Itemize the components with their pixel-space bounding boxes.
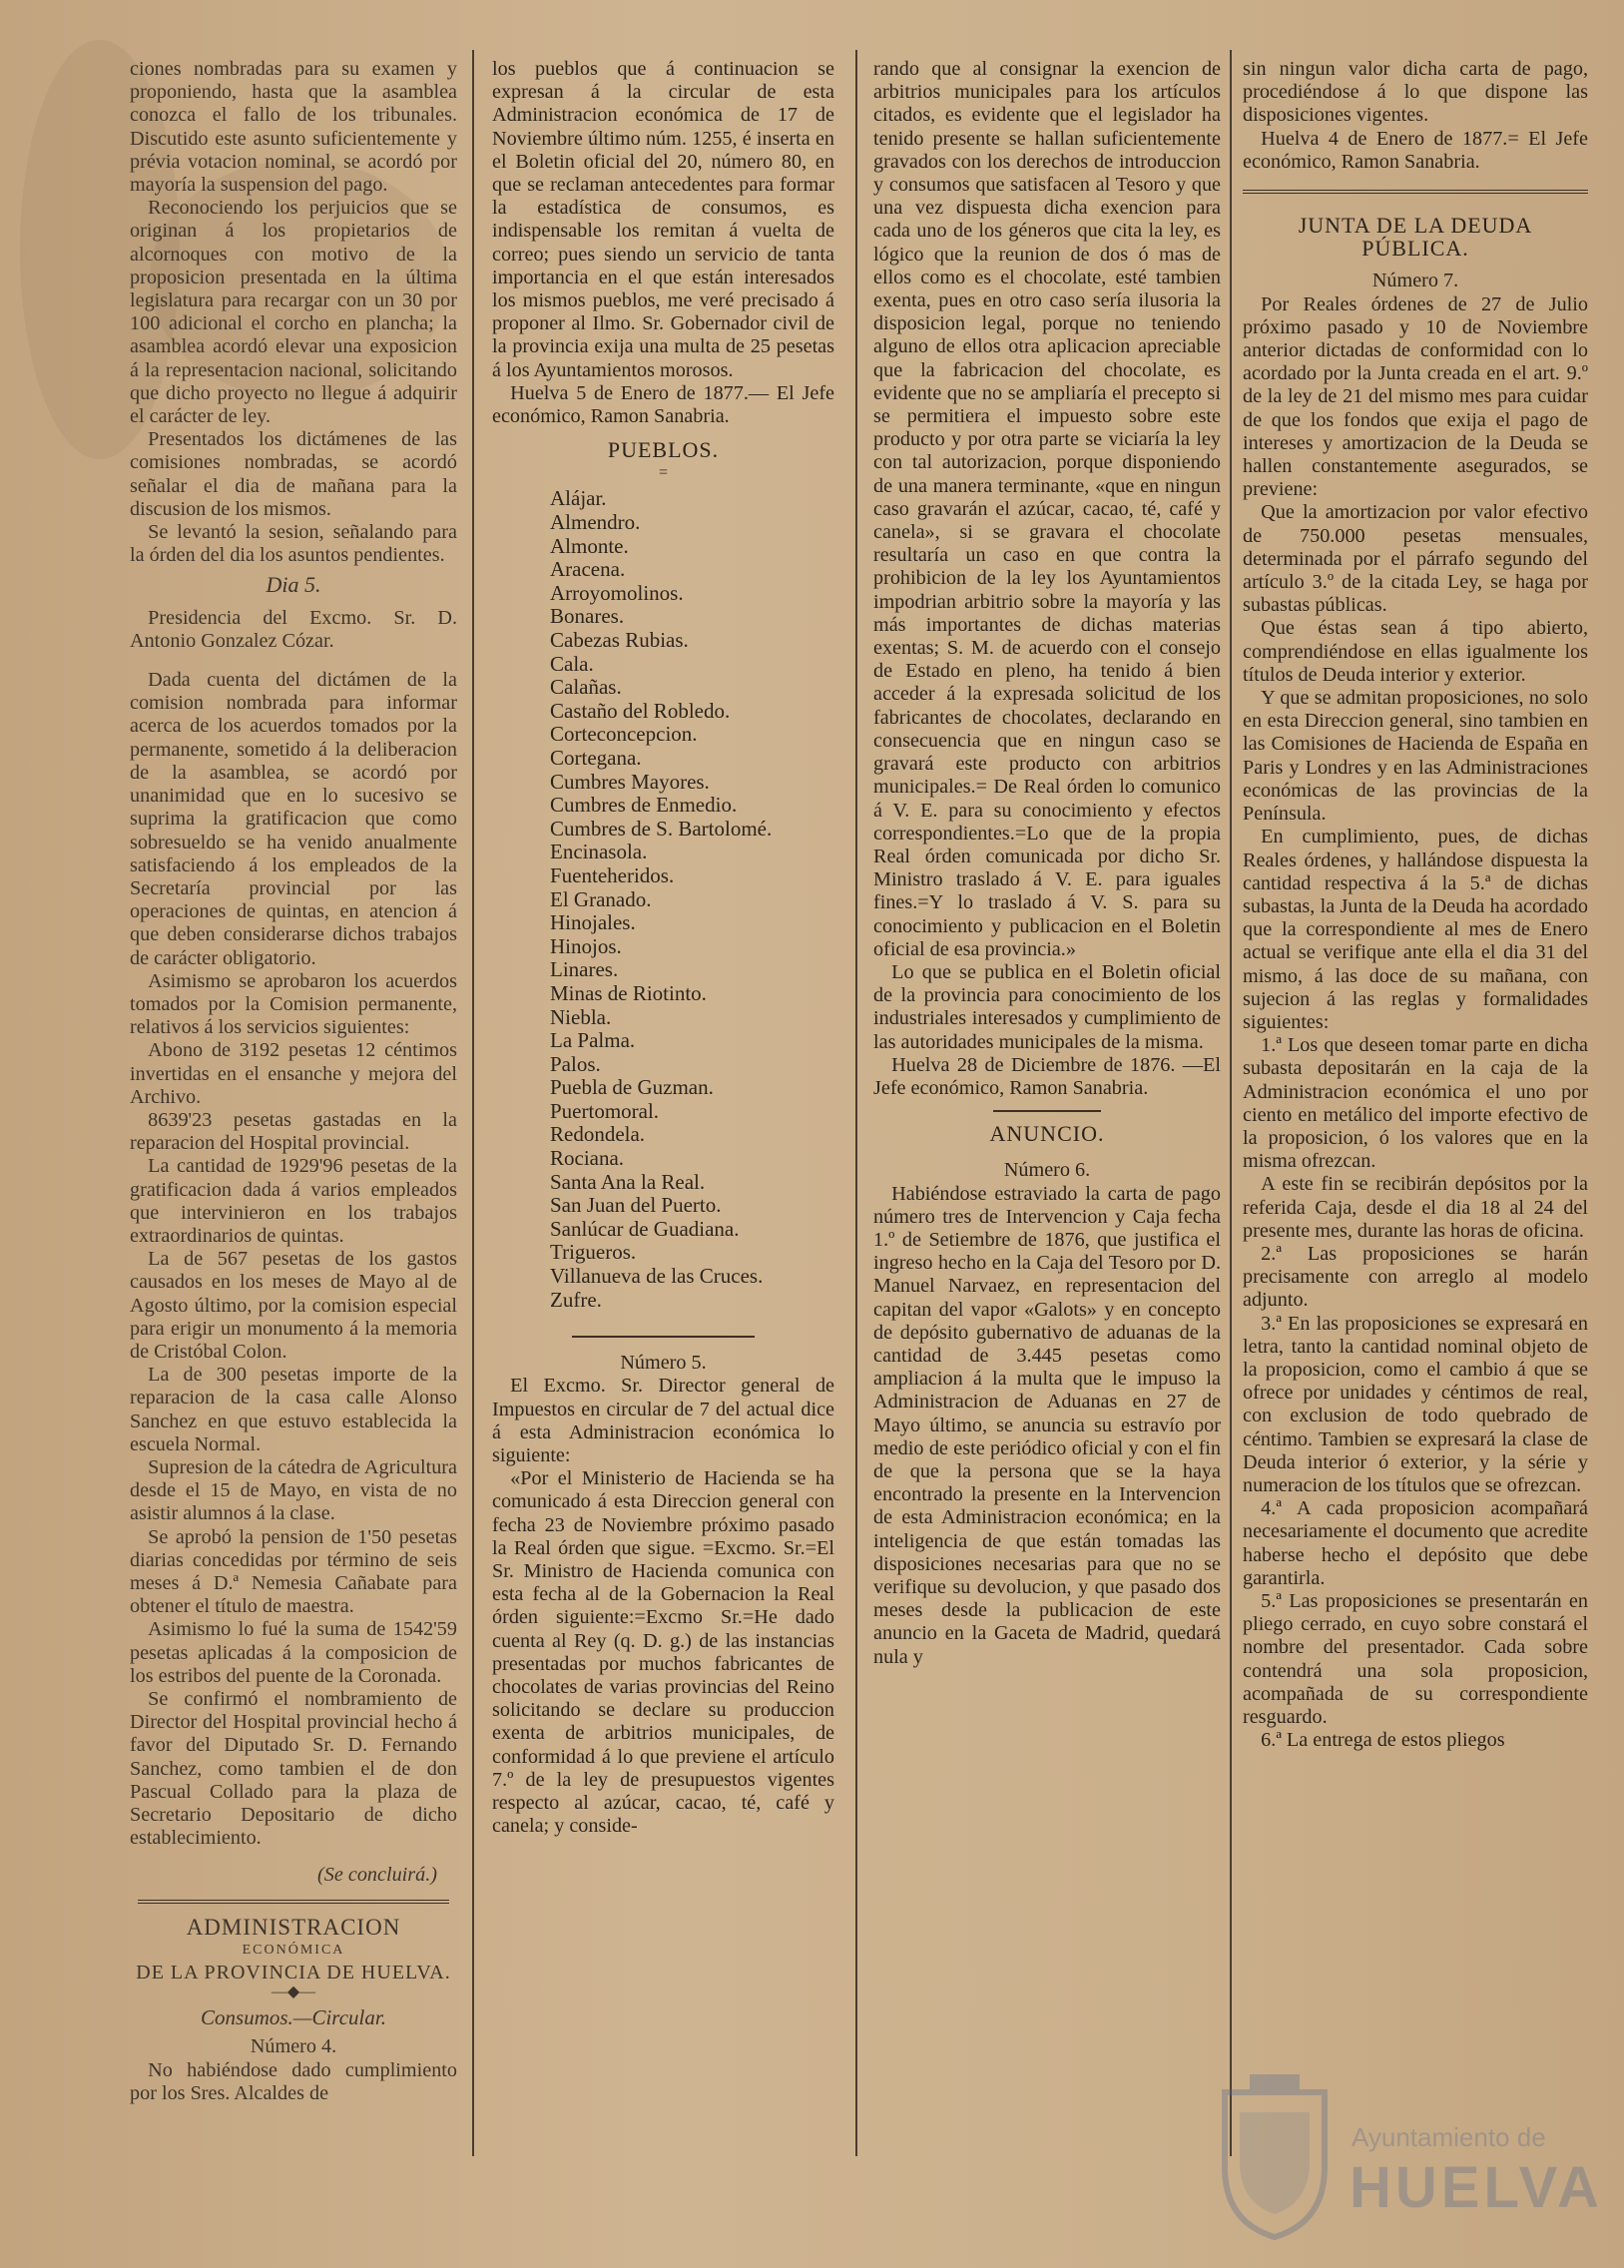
column-4 xyxy=(1243,58,1588,2254)
item-number: Número 4. xyxy=(250,2035,337,2058)
item-number: Número 6. xyxy=(1003,1159,1091,1182)
paragraph: En cumplimiento, pues, de dichas Reales órdenes, y hallándose dispuesta la cantidad respectiva á la 5.ª de dichas subastas, la Junta de la Deuda ha acordado que la correspondiente al mes de Enero actual se verifique ante ella el dia 31 del mismo, á las doce de su mañana, con sujecion á las reglas y formalidades siguientes: xyxy=(1243,826,1588,1033)
paragraph: Presentados los dictámenes de las comisiones nombradas, se acordó señalar el dia de mañana para la discusion de los mismos. xyxy=(130,428,457,520)
town-item: Fuenteheridos. xyxy=(550,862,675,887)
paragraph: ciones nombradas para su examen y proponiendo, hasta que la asamblea conozca el fallo de los tribunales. Discutido este asunto suficientemente y prévia votacion nominal, se acordó por mayoría la suspension del pago. xyxy=(130,58,457,197)
column-rule xyxy=(472,50,474,2156)
paragraph: «Por el Ministerio de Hacienda se ha comunicado á esta Direccion general con fecha 23 de Noviembre próximo pasado la Real órden que sigue. =Excmo. Sr.=El Sr. Ministro de Hacienda comunica con esta fecha al de la Gobernacion la Real órden siguiente:=Excmo Sr.=He dado cuenta al Rey (q. D. g.) de las instancias presentadas por muchos fabricantes de chocolates de varias provincias del Reino solicitando se declare su produccion exenta de arbitrios municipales, de conformidad á lo que previene el artículo 7.º de la ley de presupuestos vigentes respecto al azúcar, cacao, té, café y canela; y conside- xyxy=(492,1467,834,1838)
section-divider xyxy=(138,1900,449,1904)
paragraph: 3.ª En las proposiciones se expresará en letra, tanto la cantidad nominal objeto de la proposicion, como el cambio á que se ofrece por unidades y céntimos de real, con exclusion de todo quebrado de céntimo. Tambien se expresará la clase de Deuda interior ó exterior, y la série y numeracion de los títulos que se ofrezcan. xyxy=(1243,1312,1588,1496)
paragraph: Dada cuenta del dictámen de la comision nombrada para informar acerca de los acuerdos tomados por la permanente, sometido á la deliberacion de la asamblea, se acordó por unanimidad que en lo sucesivo se suprima la gratificacion que como sobresueldo se ha venido anualmente satisfaciendo á los empleados de la Secretaría provincial por las operaciones de quintas, en atencion á que deben considerarse dichos trabajos de carácter obligatorio. xyxy=(130,669,457,969)
column-rule xyxy=(1230,50,1232,2156)
paragraph: Que éstas sean á tipo abierto, comprendiéndose en ellas igualmente los títulos de Deuda interior y exterior. xyxy=(1243,617,1588,686)
town-item: La Palma. xyxy=(550,1028,636,1053)
town-item: Niebla. xyxy=(550,1004,612,1029)
continued-note: (Se concluirá.) xyxy=(317,1864,437,1887)
paragraph: sin ningun valor dicha carta de pago, procediéndose á lo que dispone las disposiciones vigentes. xyxy=(1243,58,1588,127)
town-item: Arroyomolinos. xyxy=(550,580,684,605)
crest-icon xyxy=(1210,2072,1340,2242)
section-title: ADMINISTRACION xyxy=(186,1914,401,1940)
town-item: Corteconcepcion. xyxy=(550,722,698,747)
paragraph: Por Reales órdenes de 27 de Julio próximo pasado y 10 de Noviembre anterior dictadas de conformidad con lo acordado por la Junta creada en el art. 9.º de la ley de 21 del mismo mes para cuidar de que los fondos que exija el pago de intereses y amortizacion de la Deuda se hallen constantemente asegurados, se previene: xyxy=(1243,292,1588,501)
town-item: Cabezas Rubias. xyxy=(550,628,689,653)
paragraph: los pueblos que á continuacion se expresan á la circular de esta Administracion económica de 17 de Noviembre último núm. 1255, é inserta en el Boletin oficial del 20, número 80, en que se reclaman antecedentes para formar la estadística de consumos, es indispensable los remitan á vuelta de correo; pues siendo un servicio de tanta importancia en el que están interesados los mismos pueblos, me veré precisado á proponer al Ilmo. Sr. Gobernador civil de la provincia exija una multa de 25 pesetas á los Ayuntamientos morosos. xyxy=(492,58,834,381)
paragraph: 8639'23 pesetas gastadas en la reparacion del Hospital provincial. xyxy=(130,1108,457,1155)
column-rule xyxy=(855,50,857,2156)
paragraph: 1.ª Los que deseen tomar parte en dicha subasta depositarán en la caja de la Administracion económica el uno por ciento en metálico del importe efectivo de la proposicion, ó los valores que en la misma ofrezcan. xyxy=(1243,1034,1588,1173)
town-item: Alájar. xyxy=(550,486,607,511)
town-item: Redondela. xyxy=(550,1122,646,1147)
archive-watermark-logo xyxy=(1210,2072,1609,2252)
town-item: Hinojales. xyxy=(550,910,636,935)
section-heading: Consumos.—Circular. xyxy=(201,2005,386,2030)
section-divider xyxy=(993,1110,1101,1112)
town-item: San Juan del Puerto. xyxy=(550,1193,722,1218)
town-item: Castaño del Robledo. xyxy=(550,698,731,723)
ornament: = xyxy=(658,464,669,482)
town-item: Linares. xyxy=(550,957,619,982)
town-item: Almendro. xyxy=(550,510,641,535)
paragraph: Asimismo se aprobaron los acuerdos tomados por la Comision permanente, relativos á los servicios siguientes: xyxy=(130,969,457,1039)
paragraph: Habiéndose estraviado la carta de pago número tres de Intervencion y Caja fecha 1.º de Setiembre de 1876, que justifica el ingreso hecho en la Caja del Tesoro por D. Manuel Narvaez, en representacion del capitan del vapor «Galots» y en concepto de depósito gubernativo de aduanas de la cantidad de 3.445 pesetas como ampliacion á la multa que le impuso la Administracion de Aduanas en 27 de Mayo último, se anuncia su estravío por medio de este periódico oficial y con el fin de que la persona que se la haya encontrado la presente en la Intervencion de esta Administracion económica; en la inteligencia de que están tomadas las disposiciones necesarias para que no se verifique su devolucion, y que pasado dos meses desde la publicacion de este anuncio en la Gaceta de Madrid, quedará nula y xyxy=(873,1182,1221,1668)
town-item: Aracena. xyxy=(550,557,626,582)
town-item: El Granado. xyxy=(550,886,652,911)
signature: Huelva 5 de Enero de 1877.— El Jefe económico, Ramon Sanabria. xyxy=(492,381,834,428)
town-item: Cumbres de S. Bartolomé. xyxy=(550,816,773,841)
town-item: Encinasola. xyxy=(550,840,648,864)
section-divider xyxy=(572,1336,755,1338)
ornament: —◆— xyxy=(271,1984,316,2001)
town-item: Cortegana. xyxy=(550,745,642,770)
town-item: Zufre. xyxy=(550,1287,602,1312)
paragraph: 5.ª Las proposiciones se presentarán en pliego cerrado, en cuyo sobre constará el nombre del presentador. Cada sobre contendrá una sola proposicion, acompañada de su correspondiente resguardo. xyxy=(1243,1590,1588,1729)
paragraph: Lo que se publica en el Boletin oficial de la provincia para conocimiento de los industriales interesados y cumplimiento de las autoridades municipales de la misma. xyxy=(873,960,1221,1053)
paragraph: A este fin se recibirán depósitos por la referida Caja, desde el dia 18 al 24 del presente mes, durante las horas de oficina. xyxy=(1243,1173,1588,1242)
town-list xyxy=(550,487,834,1312)
town-item: Bonares. xyxy=(550,604,625,629)
signature: Huelva 4 de Enero de 1877.= El Jefe económico, Ramon Sanabria. xyxy=(1243,127,1588,173)
paragraph: Se aprobó la pension de 1'50 pesetas diarias concedidas por término de seis meses á D.ª Nemesia Cañabate para obtener el título de maestra. xyxy=(130,1525,457,1618)
paragraph: Reconociendo los perjuicios que se originan á los propietarios de alcornoques con motivo de la proposicion presentada en la última legislatura para recargar con un 30 por 100 adicional el corcho en plancha; la asamblea acordó elevar una exposicion á la representacion nacional, solicitando que dicho proyecto no llegue á adquirir el carácter de ley. xyxy=(130,197,457,428)
list-heading: PUEBLOS. xyxy=(607,437,720,463)
section-title: ANUNCIO. xyxy=(989,1121,1105,1147)
watermark-line-2: HUELVA xyxy=(1350,2155,1603,2220)
paragraph: No habiéndose dado cumplimiento por los Sres. Alcaldes de xyxy=(130,2058,457,2104)
town-item: Rociana. xyxy=(550,1146,625,1171)
item-number: Número 5. xyxy=(620,1352,707,1375)
paragraph: La cantidad de 1929'96 pesetas de la gratificacion dada á varios empleados que intervinieron en los trabajos extraordinarios de quintas. xyxy=(130,1155,457,1247)
town-item: Hinojos. xyxy=(550,933,622,958)
item-number: Número 7. xyxy=(1371,270,1459,292)
town-item: Almonte. xyxy=(550,533,629,558)
paragraph: Y que se admitan proposiciones, no solo en esta Direccion general, sino tambien en las Comisiones de Hacienda de España en Paris y Londres y en las Administraciones económicas de las provincias de la Península. xyxy=(1243,687,1588,826)
town-item: Cumbres Mayores. xyxy=(550,769,710,794)
town-item: Cumbres de Enmedio. xyxy=(550,793,738,818)
town-item: Puertomoral. xyxy=(550,1098,660,1123)
town-item: Minas de Riotinto. xyxy=(550,980,707,1005)
column-2 xyxy=(492,58,834,2254)
section-divider xyxy=(1243,190,1588,194)
paragraph: La de 567 pesetas de los gastos causados en los meses de Mayo al de Agosto último, por la comision especial para erigir un monumento á la memoria de Cristóbal Colon. xyxy=(130,1248,457,1363)
town-item: Santa Ana la Real. xyxy=(550,1169,706,1194)
watermark-line-1: Ayuntamiento de xyxy=(1352,2122,1546,2152)
town-item: Sanlúcar de Guadiana. xyxy=(550,1216,740,1241)
paragraph: 2.ª Las proposiciones se harán precisamente con arreglo al modelo adjunto. xyxy=(1243,1242,1588,1312)
town-item: Trigueros. xyxy=(550,1240,637,1265)
paragraph: Que la amortizacion por valor efectivo de 750.000 pesetas mensuales, determinada por el párrafo segundo del artículo 3.º de la citada Ley, se haga por subastas públicas. xyxy=(1243,501,1588,617)
section-title: JUNTA DE LA DEUDA PÚBLICA. xyxy=(1298,213,1533,262)
paragraph: Abono de 3192 pesetas 12 céntimos invertidas en el ensanche y mejora del Archivo. xyxy=(130,1039,457,1108)
column-1 xyxy=(130,58,457,2254)
paragraph: Se confirmó el nombramiento de Director del Hospital provincial hecho á favor del Diputado Sr. D. Fernando Sanchez, como tambien el de don Pascual Collado para la plaza de Secretario Depositario de dicho establecimiento. xyxy=(130,1688,457,1850)
paragraph: 6.ª La entrega de estos pliegos xyxy=(1261,1729,1505,1752)
paragraph: La de 300 pesetas importe de la reparacion de la casa calle Alonso Sanchez en que estuvo establecida la escuela Normal. xyxy=(130,1364,457,1455)
paragraph: Supresion de la cátedra de Agricultura desde el 15 de Mayo, en vista de no asistir alumnos á la clase. xyxy=(130,1455,457,1525)
paragraph: Presidencia del Excmo. Sr. D. Antonio Gonzalez Cózar. xyxy=(130,606,457,652)
town-item: Puebla de Guzman. xyxy=(550,1075,714,1100)
town-item: Calañas. xyxy=(550,675,622,700)
paragraph: rando que al consignar la exencion de arbitrios municipales para los artículos citados, es evidente que el legislador ha tenido presente se hallan suficientemente gravados con los derechos de introduccion y consumos que satisfacen al Tesoro y que una vez dispuesta dicha exencion para cada uno de los géneros que cita la ley, es lógico que la reunion de dos ó mas de ellos como es el chocolate, esté tambien exenta, pues en otro caso sería ilusoria la disposicion legal, porque no teniendo alguno de ellos otra aplicacion apreciable que la fabricacion del chocolate, es evidente que no se ampliaría el precepto si se permitiera el impuesto sobre este producto y por otra parte se viciaría la ley con tal autorizacion, porque disponiendo de una manera terminante, «que en ningun caso gravarán el azúcar, cacao, té, café y canela», si se gravara el chocolate resultaría un caso en que contra la prohibicion de la ley los Ayuntamientos impodrian arbitrio sobre la mayoría y las más importantes de dichas materias exentas; S. M. de acuerdo con el consejo de Estado en pleno, ha tenido á bien acceder á la expresada solicitud de los fabricantes de chocolates, declarando en consecuencia que en ningun caso se gravará este producto con arbitrios municipales.= De Real órden lo comunico á V. E. para su conocimiento y efectos correspondientes.=Lo que de la propia Real órden comunicada por dicho Sr. Ministro traslado á V. E. para iguales fines.=Y lo traslado á V. S. para su conocimiento y publicacion en el Boletin oficial de esa provincia.» xyxy=(873,58,1221,960)
town-item: Palos. xyxy=(550,1051,601,1076)
paragraph: Asimismo lo fué la suma de 1542'59 pesetas aplicadas á la composicion de los estribos del puente de la Coronada. xyxy=(130,1618,457,1687)
town-item: Cala. xyxy=(550,651,594,676)
signature: Huelva 28 de Diciembre de 1876. —El Jefe económico, Ramon Sanabria. xyxy=(873,1053,1221,1099)
column-3 xyxy=(873,58,1221,2254)
section-day: Dia 5. xyxy=(266,572,321,598)
paragraph: 4.ª A cada proposicion acompañará necesariamente el documento que acredite haberse hecho el depósito que debe garantirla. xyxy=(1243,1497,1588,1589)
paragraph: Se levantó la sesion, señalando para la órden del dia los asuntos pendientes. xyxy=(130,521,457,567)
town-item: Villanueva de las Cruces. xyxy=(550,1264,764,1289)
section-subtitle: ECONÓMICA xyxy=(242,1942,345,1958)
section-subtitle: DE LA PROVINCIA DE HUELVA. xyxy=(136,1962,451,1984)
paragraph: El Excmo. Sr. Director general de Impuestos en circular de 7 del actual dice á esta Administracion económica lo siguiente: xyxy=(492,1375,834,1467)
